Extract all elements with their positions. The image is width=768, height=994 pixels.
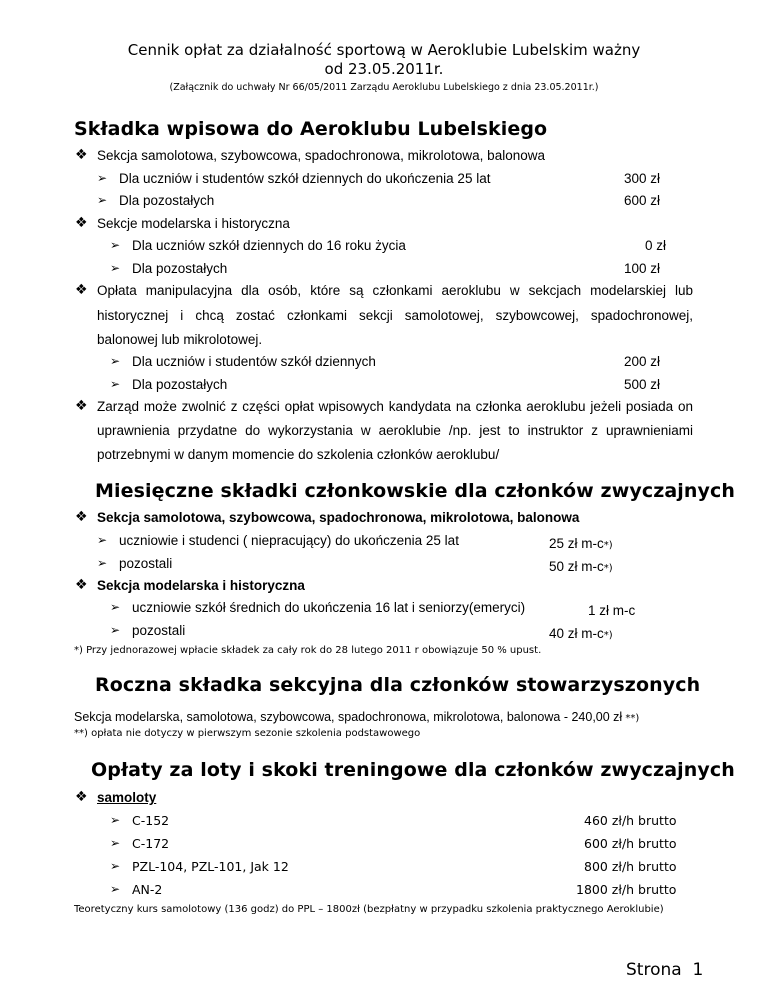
- item-label: Dla uczniów i studentów szkół dziennych do ukończenia 25 lat: [119, 171, 491, 186]
- item-label: uczniowie szkół średnich do ukończenia 16 lat i seniorzy(emeryci): [132, 600, 526, 615]
- item-label: Dla uczniów i studentów szkół dziennych: [132, 354, 376, 369]
- arrow-bullet-icon: ➢: [97, 193, 108, 207]
- footnote: *) Przy jednorazowej wpłacie składek za cały rok do 28 lutego 2011 r obowiązuje 50 % upust.: [74, 645, 542, 656]
- page-number: Strona 1: [626, 960, 704, 980]
- diamond-bullet-icon: ❖: [75, 398, 88, 414]
- annual-fee-line: Sekcja modelarska, samolotowa, szybowcowa, spadochronowa, mikrolotowa, balonowa - 240,00 zł **): [74, 710, 640, 724]
- header-line-1: Cennik opłat za działalność sportową w Aeroklubie Lubelskim ważny: [127, 41, 641, 59]
- footnote: **) opłata nie dotyczy w pierwszym sezonie szkolenia podstawowego: [74, 728, 421, 739]
- arrow-bullet-icon: ➢: [110, 261, 121, 275]
- footnote-mark: *): [603, 540, 613, 551]
- item-price: 460 zł/h brutto: [584, 813, 677, 828]
- paragraph-line: Opłata manipulacyjna dla osób, które są członkami aeroklubu w sekcjach modelarskiej lub: [97, 283, 693, 298]
- item-label: AN-2: [132, 882, 163, 897]
- arrow-bullet-icon: ➢: [97, 556, 108, 570]
- item-label: pozostali: [132, 623, 186, 638]
- arrow-bullet-icon: ➢: [110, 836, 121, 850]
- item-label: C-152: [132, 813, 170, 828]
- arrow-bullet-icon: ➢: [110, 377, 121, 391]
- item-price: 500 zł: [623, 377, 660, 392]
- bullet-text: Sekcja samolotowa, szybowcowa, spadochronowa, mikrolotowa, balonowa: [97, 510, 580, 525]
- diamond-bullet-icon: ❖: [75, 577, 88, 593]
- bullet-text: Sekcja samolotowa, szybowcowa, spadochronowa, mikrolotowa, balonowa: [97, 148, 545, 163]
- arrow-bullet-icon: ➢: [110, 859, 121, 873]
- item-label: PZL-104, PZL-101, Jak 12: [132, 859, 289, 874]
- item-price: 50 zł m-c*): [549, 559, 613, 574]
- item-label: uczniowie i studenci ( niepracujący) do ukończenia 25 lat: [119, 533, 459, 548]
- diamond-bullet-icon: ❖: [75, 789, 88, 805]
- header-line-2: od 23.05.2011r.: [324, 60, 444, 78]
- section-title-flight-fees: Opłaty za loty i skoki treningowe dla członków zwyczajnych: [91, 759, 735, 781]
- item-price: 1 zł m-c: [588, 603, 636, 618]
- item-price: 800 zł/h brutto: [584, 859, 677, 874]
- course-note: Teoretyczny kurs samolotowy (136 godz) do PPL – 1800zł (bezpłatny w przypadku szkolenia praktycznego Aeroklubie): [74, 904, 664, 915]
- item-price: 40 zł m-c*): [549, 626, 613, 641]
- paragraph-line: historycznej i chcą zostać członkami sekcji samolotowej, szybowcowej, spadochronowej,: [97, 308, 693, 323]
- footnote-mark: **): [625, 713, 640, 724]
- item-label: pozostali: [119, 556, 173, 571]
- item-price: 0 zł: [644, 238, 666, 253]
- header-note: (Załącznik do uchwały Nr 66/05/2011 Zarządu Aeroklubu Lubelskiego z dnia 23.05.2011r.): [169, 82, 599, 93]
- bullet-text: Sekcje modelarska i historyczna: [97, 216, 290, 231]
- item-label: Dla pozostałych: [119, 193, 215, 208]
- diamond-bullet-icon: ❖: [75, 509, 88, 525]
- item-price: 300 zł: [623, 171, 660, 186]
- arrow-bullet-icon: ➢: [97, 533, 108, 547]
- item-price: 25 zł m-c*): [549, 536, 613, 551]
- item-label: C-172: [132, 836, 170, 851]
- diamond-bullet-icon: ❖: [75, 215, 88, 231]
- item-price: 600 zł/h brutto: [584, 836, 677, 851]
- arrow-bullet-icon: ➢: [110, 882, 121, 896]
- diamond-bullet-icon: ❖: [75, 282, 88, 298]
- item-label: Dla pozostałych: [132, 261, 228, 276]
- arrow-bullet-icon: ➢: [110, 813, 121, 827]
- paragraph-line: uprawnienia przydatne do wykorzystania w aeroklubie /np. jest to instruktor z uprawnieniami: [97, 423, 693, 438]
- item-label: Dla uczniów szkół dziennych do 16 roku życia: [132, 238, 406, 253]
- item-price: 200 zł: [623, 354, 660, 369]
- arrow-bullet-icon: ➢: [110, 354, 121, 368]
- arrow-bullet-icon: ➢: [110, 600, 121, 614]
- section-title-annual-fee: Roczna składka sekcyjna dla członków stowarzyszonych: [95, 674, 701, 696]
- arrow-bullet-icon: ➢: [110, 623, 121, 637]
- paragraph-line: Zarząd może zwolnić z części opłat wpisowych kandydata na członka aeroklubu jeżeli posiada on: [97, 399, 693, 414]
- bullet-text: samoloty: [97, 790, 157, 805]
- arrow-bullet-icon: ➢: [97, 171, 108, 185]
- item-price: 1800 zł/h brutto: [576, 882, 677, 897]
- diamond-bullet-icon: ❖: [75, 147, 88, 163]
- paragraph-line: potrzebnymi w danym momencie do szkolenia członków aeroklubu/: [97, 447, 500, 462]
- item-label: Dla pozostałych: [132, 377, 228, 392]
- arrow-bullet-icon: ➢: [110, 238, 121, 252]
- paragraph-line: balonowej lub mikrolotowej.: [97, 332, 263, 347]
- footnote-mark: *): [603, 563, 613, 574]
- item-price: 100 zł: [623, 261, 660, 276]
- bullet-text: Sekcja modelarska i historyczna: [97, 578, 305, 593]
- footnote-mark: *): [603, 630, 613, 641]
- section-title-monthly-fees: Miesięczne składki członkowskie dla członków zwyczajnych: [95, 480, 735, 502]
- section-title-entry-fee: Składka wpisowa do Aeroklubu Lubelskiego: [74, 118, 548, 140]
- item-price: 600 zł: [623, 193, 660, 208]
